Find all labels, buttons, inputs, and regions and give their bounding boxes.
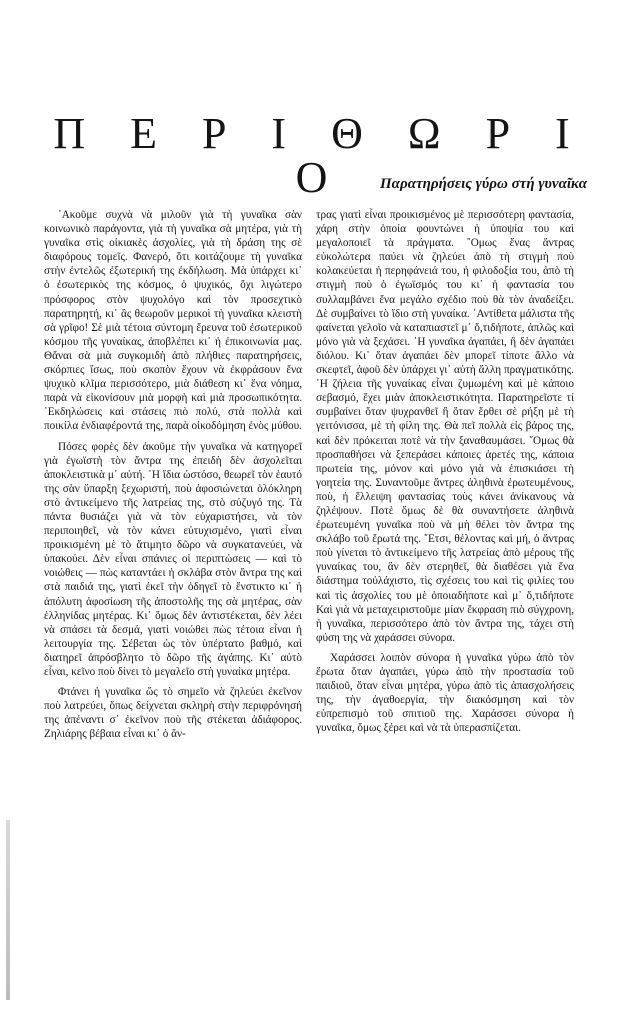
paragraph: Πόσες φορὲς δὲν ἀκοῦμε τὴν γυναῖκα νὰ κατηγορεῖ γιὰ ἐγωϊστὴ τὸν ἄντρα της ἐπειδὴ δὲν ἀσχολεῖται ἀποκλειστικὰ μ᾿ αὐτή. ῾Η ἴδια ὡστόσο, θεωρεῖ τὸν ἑαυτό της σὰν ὕπαρξη ξεχωριστή, ποὺ ἀφοσιώνεται ὁλόκληρη στὸ ἀντικείμενο τῆς λατρείας της, στὸ σύζυγό της. Τὰ πάντα θυσιάζει γιὰ νὰ τὸν εὐχαριστήσει, νὰ τὸν περιποιηθεῖ, νὰ τὸν κάνει εὐτυχισμένο, γιατὶ εἶναι προικισμένη μὲ τὸ ἄτιμητο δῶρο νὰ συγκατανεύει, νὰ ὑπακούει. Δὲν εἶναι σπάνιες οἱ περιπτώσεις — καὶ τὸ νοιώθεις — πὼς καταντάει ἡ σκλάβα στὸν ἄντρα της καὶ στὰ παιδιά της, γιατὶ ἐκεῖ τὴν ὁδηγεῖ τὸ ἔνστικτο κι᾿ ἡ ἀπόλυτη ἀφοσίωση τῆς ἀποστολῆς της σὰ μητέρας, σὰν ἑλληνίδας μητέρας. Κι᾿ ὅμως δὲν ἀντιστέκεται, δὲν λέει νὰ σπάσει τὰ δεσμά, γιατὶ νοιώθει πὼς τέτοια εἶναι ἡ λειτουργία της. Σέβεται ὡς τὸν ὑπέρτατο βαθμό, καὶ διατηρεῖ ἀπρόσβλητο τὸ δῶρο τῆς ἀγάπης. Κι᾿ αὐτὸ εἶναι, κεῖνο ποὺ δίνει τὸ μεγαλεῖο στὴ γυναίκα μητέρα.	[44, 440, 302, 678]
page-title: Π Ε Ρ Ι Θ Ω Ρ Ι Ο	[53, 109, 587, 202]
right-column	[316, 208, 574, 741]
paragraph: Φτάνει ἡ γυναῖκα ὥς τὸ σημεῖο νὰ ζηλεύει ἐκεῖνον ποὺ λατρεύει, ὅπως δείχνεται σκληρὴ στὴν περιφρόνησή της ἀπέναντι σ᾿ ἐκεῖνον ποὺ τῆς στέκεται ἀδιάφορος. Ζηλιάρης βέβαια εἶναι κι᾿ ὁ ἄν-	[44, 686, 302, 741]
scan-edge-shadow	[6, 820, 10, 1000]
paragraph: Χαράσσει λοιπὸν σύνορα ἡ γυναῖκα γύρω ἀπὸ τὸν ἔρωτα ὅταν ἀγαπάει, γύρω ἀπὸ τὴν προστασία τοῦ παιδιοῦ, ὅταν εἶναι μητέρα, γύρω ἀπὸ τὶς ἀπασχολήσεις της, τὴν ἀγαθοεργία, τὴν διακόσμηση καὶ τὸν εὐπρεπισμὸ τοῦ σπιτιοῦ της. Χαράσσει σύνορα ἡ γυναῖκα, ὅμως ξέρει καὶ νὰ τὰ ὑπερασπίζεται.	[316, 651, 574, 735]
page-subtitle: Παρατηρήσεις γύρω στή γυναῖκα	[380, 176, 587, 192]
paragraph: τρας γιατὶ εἶναι προικισμένος μὲ περισσότερη φαντασία, χάρη στὴν ὁποία φουντώνει ἡ ὑποψία του καὶ μεγαλοποιεῖ τὰ πράγματα. ῎Ομως ἕνας ἄντρας εὐκολώτερα παύει νὰ ζηλεύει ἀπὸ τὴ στιγμὴ ποὺ κολακεύεται ἡ περηφάνειά του, ἡ φιλοδοξία του, ἀπὸ τὴ στιγμὴ ποὺ ὁ ἐγωϊσμός του κι᾿ ἡ φαντασία του συλλαμβάνει ἕνα μεγάλο σχέδιο ποὺ θὰ τὸν ἀναδείξει. Δὲ συμβαίνει τὸ ἴδιο στὴ γυναίκα. ᾿Αντίθετα μάλιστα τῆς φαίνεται γελοῖο νὰ καταπιαστεῖ μ᾿ ὅ,τιδήποτε, ἁπλῶς καὶ μόνο γιὰ νὰ ξεχάσει. ῾Η γυναῖκα ἀγαπάει, ἢ δὲν ἀγαπάει διόλου. Κι᾿ ὅταν ἀγαπάει δὲν μπορεῖ τίποτε ἄλλο νὰ σκεφτεῖ, ἀφοῦ δὲν ὑπάρχει γι᾿ αὐτὴ ἄλλη πραγματικότης. ῾Η ζήλεια τῆς γυναίκας εἶναι ζυμωμένη καὶ μὲ κάποιο σεβασμό, ἔχει μιὰν ἀποκλειστικότητα. Παρατηρεῖστε τί συμβαίνει ὅταν ψυχρανθεῖ ἢ ὅταν ἔρθει σὲ ρήξη μὲ τὴ γειτόνισσα, μὲ τὴ φίλη της. Θὰ πεῖ πολλὰ εἰς βάρος της, καὶ δὲν πρόκειται ποτὲ νὰ τὴν ξαναθαυμάσει. ῎Ομως θὰ προσπαθήσει νὰ ξεπεράσει κάποιες ἀρετές της, κάποια πρωτεία της, μόνον καὶ μόνο γιὰ νὰ ἐπισκιάσει τὴ γοητεία της. Συναντοῦμε ἄντρες ἀληθινὰ ἐρωτευμένους, ποὺ, ἡ ἔλλειψη φαντασίας τοὺς κάνει ἀνίκανους νὰ ζηλέψουν. Ποτὲ ὅμως δὲ θὰ συναντήσετε ἀληθινὰ ἐρωτευμένη γυναῖκα ποὺ νὰ μὴ θέλει τὸν ἄντρα της σκλάβο τοῦ ἔρωτά της. ῎Ετσι, θέλοντας καὶ μή, ὁ ἄντρας ποὺ γίνεται τὸ ἀντικείμενο τῆς λατρείας ἀπὸ μέρους τῆς γυναίκας του, ἂν δὲν στερηθεῖ, θὰ διαθέσει γιὰ ἕνα διάστημα τοὐλάχιστο, τὶς σχέσεις του καὶ τὶς φιλίες του καὶ τὶς ἀσχολίες του μὲ ὁποιαδήποτε καὶ μ᾿ ὅ,τιδήποτε Καὶ γιὰ νὰ μεταχειριστοῦμε μίαν ἔκφραση πιὸ σύγχρονη, ἡ γυναῖκα, περισσότερο ἀπὸ τὸν ἄντρα της, τάχει στὴ φύση της νὰ χαράσσει σύνορα.	[316, 209, 574, 644]
left-column	[44, 208, 302, 747]
paragraph: ᾿Ακοῦμε συχνὰ νὰ μιλοῦν γιὰ τὴ γυναῖκα σὰν κοινωνικὸ παράγοντα, γιὰ τὴ γυναῖκα σὰ μητέρα, γιὰ τὴ γυναῖκα στὶς οἰκιακὲς ἀσχολίες, γιὰ τὴ δράση της σὲ διαφόρους τομεῖς. Φανερό, ὅτι κοιτάζουμε τὴ γυναῖκα στὴν ἐντελῶς ἐξωτερική της ἐκδήλωση. Μὰ ὑπάρχει κι᾿ ὁ ἐσωτερικὸς της κόσμος, ὁ ψυχικός, ὄχι λιγώτερο πρόσφορος στὸν ψυχολόγο καὶ τὸν προσεχτικὸ παρατηρητή, κι᾿ ἂς θεωροῦν μερικοὶ τὴ γυναῖκα κλειστὴ σὰ γρῖφο! Σὲ μιὰ τέτοια σύντομη ἔρευνα τοῦ ἐσωτερικοῦ κόσμου τῆς γυναίκας, ἀποβλέπει κι᾿ ἡ ἐπικοινωνία μας. Θἄναι σὰ μιὰ συγκομιδὴ ἀπὸ πλήθιες παρατηρήσεις, σκόρπιες ἴσως, ποὺ σκοπὸν ἔχουν νὰ ἐκφράσουν ἕνα ψυχικὸ κλῖμα περισσότερο, μιὰ διάθεση κι᾿ ἕνα νόημα, παρὰ νὰ εἰκονίσουν μιὰ μορφὴ καὶ μιὰ προσωπικότητα. ᾿Εκδηλώσεις καὶ στάσεις πιὸ πολύ, στὰ πολλὰ καὶ ποικίλα ἐνδιαφέροντά της, παρὰ οἰκοδόμηση ἑνὸς μύθου.	[44, 209, 302, 433]
